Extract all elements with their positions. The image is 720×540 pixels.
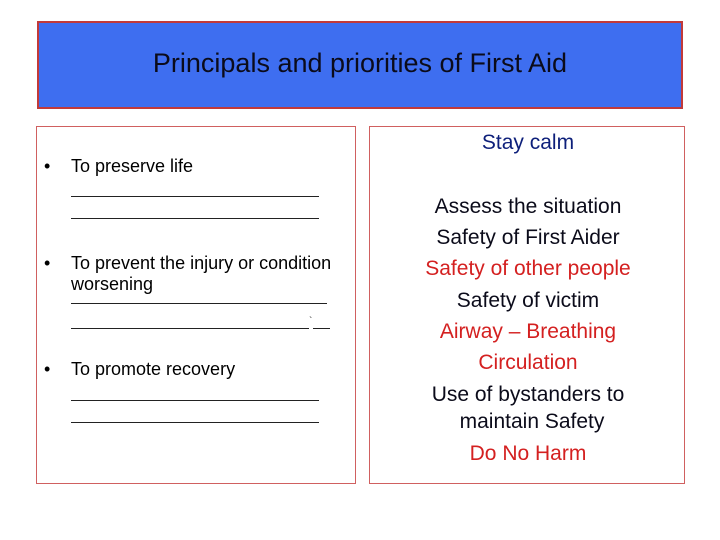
bullet-text: To prevent the injury or condition worsening [71, 253, 332, 294]
bullet-text: To preserve life [71, 156, 194, 176]
priority-line: Airway – Breathing [439, 320, 617, 343]
bullet-marker: • [44, 359, 51, 379]
blank-line [71, 196, 319, 197]
left-panel [36, 126, 356, 484]
priority-line: Circulation [478, 351, 578, 374]
priority-line: Safety of First Aider [436, 226, 620, 249]
priority-line: Stay calm [481, 131, 575, 154]
priority-line: Safety of other people [425, 257, 631, 280]
slide-title: Principals and priorities of First Aid [152, 47, 568, 78]
blank-line [71, 422, 319, 423]
bullet-marker: • [44, 253, 51, 273]
stray-mark: ` [309, 316, 313, 327]
blank-line [71, 328, 309, 329]
bullet-text: To promote recovery [71, 359, 236, 379]
bullet-marker: • [44, 156, 51, 176]
priority-line: Safety of victim [456, 289, 600, 312]
priority-line: Assess the situation [434, 195, 622, 218]
right-panel [369, 126, 685, 484]
blank-line [71, 218, 319, 219]
title-banner [37, 21, 683, 109]
blank-line [71, 400, 319, 401]
priority-line: Do No Harm [469, 442, 587, 465]
priority-line: maintain Safety [459, 410, 605, 433]
blank-line [313, 328, 330, 329]
priority-line: Use of bystanders to [431, 383, 625, 406]
blank-line [71, 303, 327, 304]
